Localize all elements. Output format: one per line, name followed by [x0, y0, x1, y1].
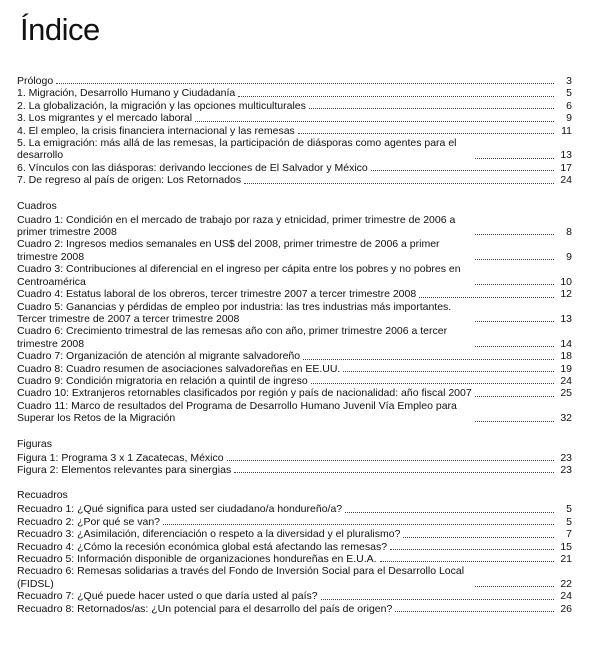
- dot-leader: [475, 283, 554, 285]
- dot-leader: [234, 471, 554, 473]
- toc-entry[interactable]: [17, 590, 572, 602]
- toc-entry-title: Cuadro 11: Marco de resultados del Programa de Desarrollo Humano Juvenil Vía Empleo para Superar los Retos de la Migración: [17, 399, 457, 425]
- dot-leader: [419, 296, 554, 298]
- toc-entry[interactable]: [17, 137, 572, 162]
- toc-entry-title: Cuadro 1: Condición en el mercado de trabajo por raza y etnicidad, primer trimestre de 2006 a primer trimestre 2008: [17, 213, 456, 239]
- toc-page-number: 24: [560, 174, 572, 187]
- toc-entry[interactable]: [17, 375, 572, 387]
- toc-entry-title: 1. Migración, Desarrollo Humano y Ciudadanía: [17, 87, 236, 100]
- toc-page-number: 14: [560, 337, 572, 350]
- toc-entry-title: Figura 2: Elementos relevantes para sinergias: [17, 463, 232, 476]
- dot-leader: [475, 585, 554, 587]
- toc-entry[interactable]: [17, 516, 572, 528]
- toc-page-number: 9: [566, 250, 572, 263]
- toc-entry[interactable]: [17, 325, 572, 350]
- toc-entry-title: Cuadro 9: Condición migratoria en relación a quintil de ingreso: [17, 374, 308, 387]
- toc-entry-title: Cuadro 8: Cuadro resumen de asociaciones salvadoreñas en EE.UU.: [17, 362, 341, 375]
- toc-entry[interactable]: [17, 263, 572, 288]
- toc-entry[interactable]: [17, 541, 572, 553]
- dot-leader: [475, 345, 554, 347]
- dot-leader: [321, 598, 554, 600]
- toc-entry[interactable]: [17, 603, 572, 615]
- toc-page-number: 22: [560, 577, 572, 590]
- dot-leader: [371, 169, 554, 171]
- toc-page-number: 9: [566, 112, 572, 125]
- page-title: Índice: [20, 12, 100, 47]
- section-heading: Cuadros: [17, 199, 57, 212]
- toc-entry-title: Recuadro 7: ¿Qué puede hacer usted o que daría usted al país?: [17, 590, 318, 603]
- dot-leader: [195, 120, 554, 122]
- toc-entry-title: Cuadro 4: Estatus laboral de los obreros, tercer trimestre 2007 a tercer trimestre 2008: [17, 288, 417, 301]
- toc-entry-title: Recuadro 1: ¿Qué significa para usted ser ciudadano/a hondureño/a?: [17, 503, 343, 516]
- toc-entry[interactable]: [17, 464, 572, 476]
- toc-page-number: 25: [560, 387, 572, 400]
- dot-leader: [475, 420, 554, 422]
- dot-leader: [390, 548, 554, 550]
- toc-page-number: 21: [560, 553, 572, 565]
- dot-leader: [227, 459, 554, 461]
- section-heading: Recuadros: [17, 489, 68, 502]
- toc-page-number: 12: [560, 288, 572, 301]
- toc-entry[interactable]: [17, 387, 572, 399]
- toc-page-number: 18: [560, 350, 572, 363]
- toc-page-number: 5: [566, 515, 572, 528]
- toc-entry[interactable]: [17, 452, 572, 464]
- toc-section: [17, 75, 572, 187]
- section-heading: Figuras: [17, 437, 53, 450]
- toc-page-number: 13: [560, 312, 572, 325]
- toc-page-number: 7: [566, 528, 572, 541]
- toc-page-number: 11: [561, 124, 572, 137]
- dot-leader: [475, 233, 554, 235]
- dot-leader: [238, 95, 554, 97]
- toc-entry-title: 2. La globalización, la migración y las opciones multiculturales: [17, 99, 306, 112]
- toc-entry[interactable]: [17, 400, 572, 425]
- dot-leader: [298, 132, 554, 134]
- toc-entry[interactable]: [17, 288, 572, 300]
- dot-leader: [309, 107, 554, 109]
- dot-leader: [395, 610, 554, 612]
- toc-page-number: 3: [566, 75, 572, 87]
- toc-entry-title: Cuadro 6: Crecimiento trimestral de las remesas año con año, primer trimestre 2006 a tercer trimestre 2008: [17, 325, 448, 350]
- toc-entry[interactable]: [17, 528, 572, 540]
- toc-sections: [17, 75, 572, 615]
- toc-entry[interactable]: [17, 112, 572, 124]
- toc-entry-title: Recuadro 2: ¿Por qué se van?: [17, 515, 161, 528]
- toc-entry[interactable]: [17, 125, 572, 137]
- toc-entry[interactable]: [17, 214, 572, 239]
- toc-entry-title: Cuadro 5: Ganancias y pérdidas de empleo por industria: las tres industrias más importantes. Tercer trimestre de 2007 a tercer trimestre 2008: [17, 300, 452, 325]
- toc-entry-title: Recuadro 3: ¿Asimilación, diferenciación o respeto a la diversidad y el pluralismo?: [17, 528, 401, 541]
- toc-page-number: 8: [566, 226, 572, 239]
- toc-entry-title: Recuadro 6: Remesas solidarias a través del Fondo de Inversión Social para el Desarrollo Local (FIDSL): [17, 565, 465, 590]
- toc-entry[interactable]: [17, 238, 572, 263]
- toc-entry-title: Cuadro 2: Ingresos medios semanales en US$ del 2008, primer trimestre de 2006 a primer trimestre 2008: [17, 238, 440, 263]
- toc-page-number: 5: [566, 87, 572, 100]
- toc-page-number: 23: [560, 451, 572, 464]
- toc-entry-title: Prólogo: [17, 75, 54, 87]
- toc-entry[interactable]: [17, 301, 572, 326]
- toc-entry[interactable]: [17, 553, 572, 565]
- toc-page-number: 5: [566, 503, 572, 516]
- toc-entry-title: Recuadro 4: ¿Cómo la recesión económica global está afectando las remesas?: [17, 540, 388, 553]
- toc-entry[interactable]: [17, 350, 572, 362]
- toc-entry-title: Cuadro 10: Extranjeros retornables clasificados por región y país de nacionalidad: año fiscal 2007: [17, 387, 472, 400]
- toc-entry[interactable]: [17, 503, 572, 515]
- toc-entry-title: Cuadro 7: Organización de atención al migrante salvadoreño: [17, 350, 301, 363]
- dot-leader: [343, 370, 554, 372]
- toc-page-number: 26: [560, 602, 572, 615]
- dot-leader: [311, 382, 554, 384]
- toc-entry-title: Figura 1: Programa 3 x 1 Zacatecas, México: [17, 451, 224, 464]
- toc-entry[interactable]: [17, 174, 572, 186]
- toc-section: [17, 200, 572, 425]
- toc-entry-title: 3. Los migrantes y el mercado laboral: [17, 112, 193, 125]
- toc-entry[interactable]: [17, 565, 572, 590]
- toc-entry-title: 4. El empleo, la crisis financiera internacional y las remesas: [17, 124, 295, 137]
- toc-page-number: 19: [560, 362, 572, 375]
- toc-page-number: 24: [560, 590, 572, 603]
- dot-leader: [303, 358, 554, 360]
- dot-leader: [475, 258, 554, 260]
- toc-page-number: 13: [560, 149, 572, 162]
- toc-page-number: 10: [560, 275, 572, 288]
- toc-page-number: 24: [560, 374, 572, 387]
- toc-section: [17, 489, 572, 615]
- dot-leader: [345, 511, 554, 513]
- dot-leader: [244, 182, 554, 184]
- toc-entry-title: 5. La emigración: más allá de las remesas, la participación de diásporas como agentes para el desarrollo: [17, 137, 457, 162]
- toc-entry[interactable]: [17, 363, 572, 375]
- toc-page-number: 17: [560, 161, 572, 174]
- dot-leader: [475, 320, 554, 322]
- toc-page-number: 32: [560, 412, 572, 425]
- toc-entry-title: Cuadro 3: Contribuciones al diferencial en el ingreso per cápita entre los pobres y no pobres en Centroamérica: [17, 263, 461, 288]
- toc-entry[interactable]: [17, 87, 572, 99]
- dot-leader: [475, 395, 554, 397]
- toc-entry-title: 6. Vínculos con las diásporas: derivando lecciones de El Salvador y México: [17, 161, 368, 174]
- dot-leader: [380, 560, 554, 562]
- toc-entry-title: Recuadro 8: Retornados/as: ¿Un potencial para el desarrollo del país de origen?: [17, 602, 393, 615]
- dot-leader: [475, 157, 554, 159]
- dot-leader: [403, 536, 554, 538]
- toc-entry-title: Recuadro 5: Información disponible de organizaciones hondureñas en E.U.A.: [17, 553, 377, 565]
- dot-leader: [163, 523, 554, 525]
- toc-entry-title: 7. De regreso al país de origen: Los Retornados: [17, 174, 242, 187]
- toc-entry[interactable]: [17, 75, 572, 87]
- toc-page-number: 6: [566, 99, 572, 112]
- toc-page-number: 23: [560, 463, 572, 476]
- toc-entry[interactable]: [17, 100, 572, 112]
- dot-leader: [56, 82, 554, 84]
- toc-section: [17, 438, 572, 477]
- toc-page-number: 15: [560, 540, 572, 553]
- toc-entry[interactable]: [17, 162, 572, 174]
